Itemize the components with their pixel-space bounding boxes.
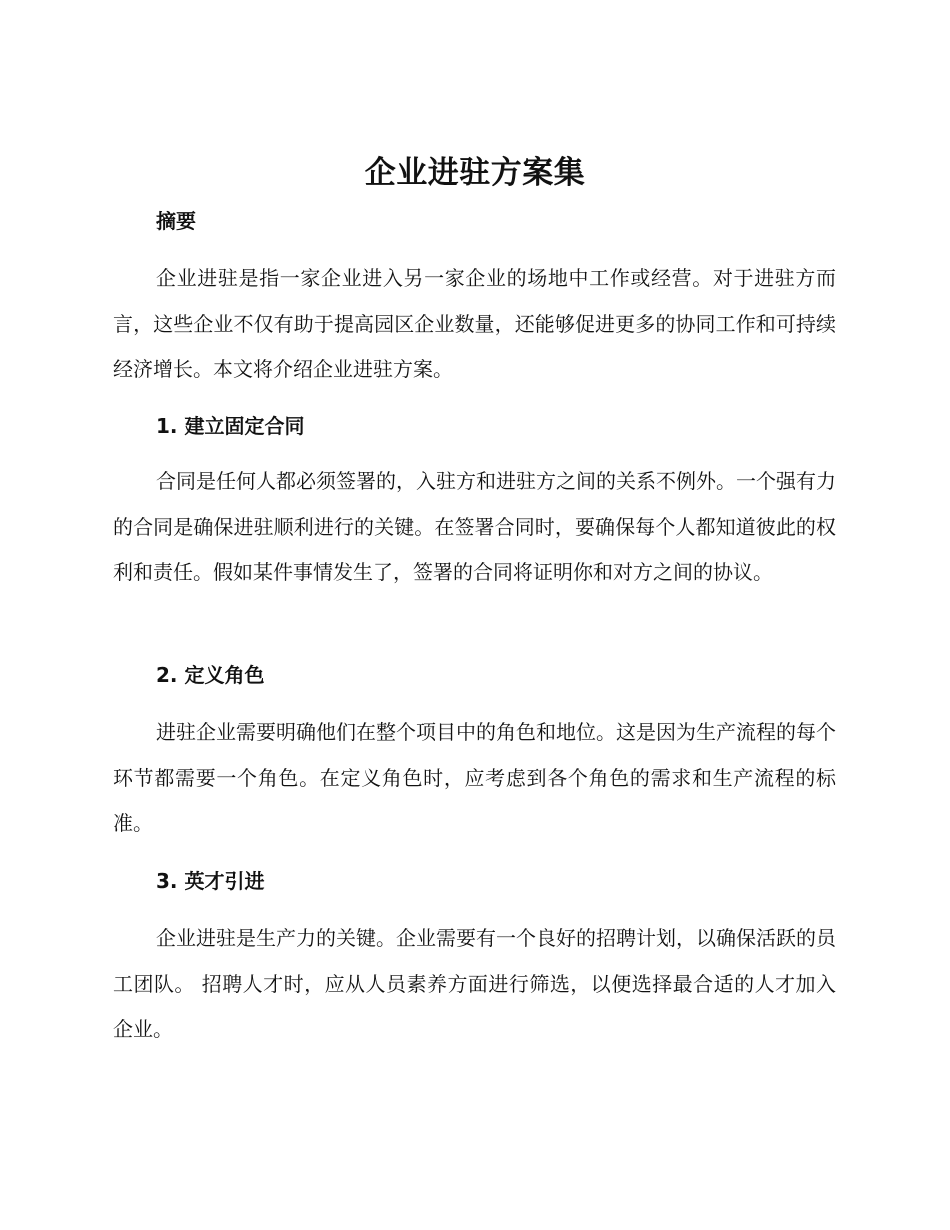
section-heading-talent: 3. 英才引进: [156, 869, 265, 893]
section-heading-abstract: 摘要: [156, 209, 196, 233]
section-body-contract: 合同是任何人都必须签署的，入驻方和进驻方之间的关系不例外。一个强有力的合同是确保进驻顺利进行的关键。在签署合同时，要确保每个人都知道彼此的权利和责任。假如某件事情发生了，签署的合同将证明你和对方之间的协议。: [113, 469, 836, 584]
section-body-roles: 进驻企业需要明确他们在整个项目中的角色和地位。这是因为生产流程的每个环节都需要一个角色。在定义角色时，应考虑到各个角色的需求和生产流程的标准。: [113, 720, 836, 835]
section-heading-roles: 2. 定义角色: [156, 663, 265, 687]
document-title: 企业进驻方案集: [364, 155, 586, 191]
section-body-talent: 企业进驻是生产力的关键。企业需要有一个良好的招聘计划，以确保活跃的员工团队。 招聘人才时，应从人员素养方面进行筛选，以便选择最合适的人才加入企业。: [113, 926, 836, 1041]
section-heading-contract: 1. 建立固定合同: [156, 414, 305, 438]
section-body-abstract: 企业进驻是指一家企业进入另一家企业的场地中工作或经营。对于进驻方而言，这些企业不仅有助于提高园区企业数量，还能够促进更多的协同工作和可持续经济增长。本文将介绍企业进驻方案。: [113, 266, 836, 381]
